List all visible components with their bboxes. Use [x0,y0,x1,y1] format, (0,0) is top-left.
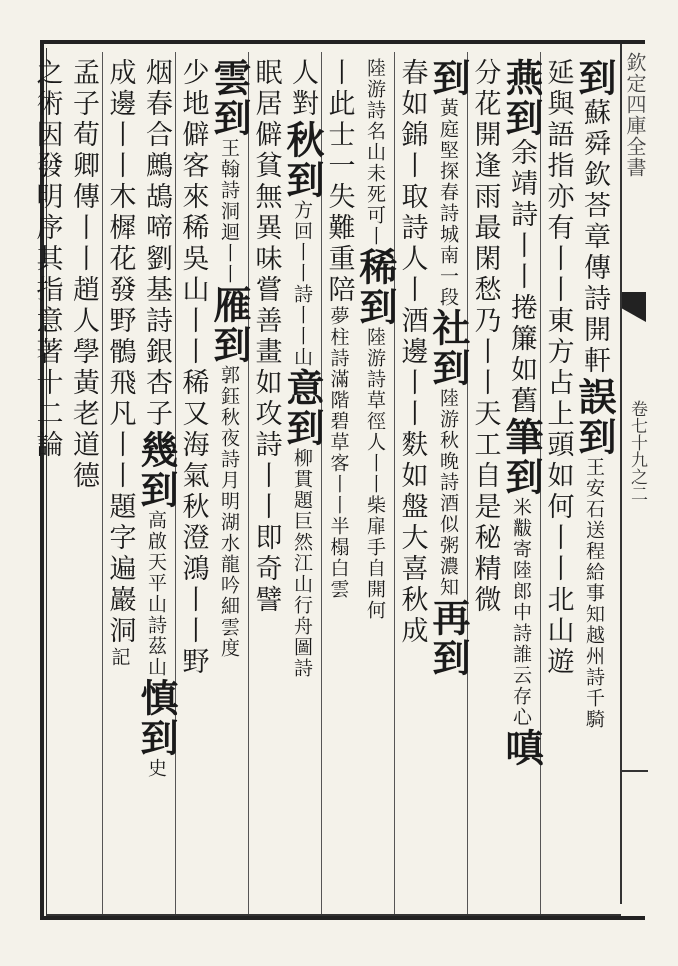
text-column [101,58,138,908]
entry-text: 余靖詩丨丨捲簾如舊 [506,138,537,417]
entry-text: 王安石送程給事知越州詩千騎 [583,457,605,730]
text-column [134,58,179,908]
entry-headword: 到 [426,58,471,98]
entry-text: 乃丨丨天工自是秘精微 [469,306,501,616]
entry-text: 孟子荀卿傳丨丨趙人學黃老道德 [68,58,99,492]
text-column [499,58,544,908]
entry-text: 王翰詩洞迴丨丨 [218,138,240,285]
entry-headword: 慎到 [134,678,179,758]
entry-text: 之術因發明序其指意著十二論 [31,58,63,461]
entry-text: 延與語指亦有丨丨 [542,58,574,306]
margin-book-title: 欽定四庫全書 [623,52,647,178]
entry-text: 北山遊 [542,585,574,678]
text-column [393,58,430,908]
entry-headword: 秋到 [280,120,325,200]
entry-text: 眠 [250,58,282,89]
entry-text: 蘇舜欽荅章傳詩開軒 [579,98,610,377]
text-column [466,58,503,908]
entry-text: 少地僻客來稀 [177,58,209,244]
margin-divider [620,770,648,772]
entry-text: 東方占上頭如何丨丨 [542,306,574,585]
entry-text: 吳山丨丨稀又海氣秋澄鴻丨丨野 [177,244,209,678]
column-rule [248,52,249,914]
entry-text: 善畫如攻詩丨丨即奇譬 [250,306,282,616]
entry-text: 凡丨丨題字遍巖洞 [104,399,136,647]
entry-headword: 嗔 [499,728,544,768]
entry-headword: 意到 [280,368,325,448]
entry-headword: 雲到 [207,58,252,138]
entry-text: 春如錦丨取詩人丨酒邊 [396,58,428,368]
text-column [207,58,252,908]
text-column [247,58,284,908]
entry-headword: 稀到 [353,247,398,327]
entry-text: 烟春合鷓鴣啼劉基詩銀杏子 [141,58,172,430]
entry-text: 史 [145,758,167,779]
entry-text: 丨丨麩如盤大喜秋成 [396,368,428,647]
text-column [65,58,102,908]
text-column [280,58,325,908]
text-column [320,58,357,908]
entry-text: 陸游詩草徑人丨丨柴扉手自開何 [364,327,386,621]
entry-headword: 燕到 [499,58,544,138]
entry-text: 夢柱詩滿階碧草客丨丨半榻白雲 [327,306,350,600]
entry-headword: 再到 [426,598,471,678]
entry-text: 分花開逢雨最閑愁 [469,58,501,306]
entry-headword: 雁到 [207,285,252,365]
margin-volume-label: 卷七十九之二 [627,400,647,502]
entry-text: 人對 [287,58,318,120]
entry-text: 郭鈺秋夜詩月明湖水龍吟細雲度 [218,365,240,659]
text-column [353,58,398,908]
entry-text: 丨此士一失難重陪 [323,58,355,306]
text-column [28,58,65,908]
column-rule [102,52,103,914]
entry-headword: 筆到 [499,417,544,497]
entry-text: 米黻寄陸郎中詩誰云存心 [510,497,532,728]
entry-headword: 誤到 [572,377,617,457]
entry-text: 黃庭堅探春詩城南一段 [437,98,459,308]
column-rule [394,52,395,914]
text-column [426,58,471,908]
entry-text: 陸游詩名山未死可丨 [364,58,386,247]
entry-text: 方回丨丨詩丨丨山 [291,200,313,368]
entry-text: 記 [108,647,131,668]
text-column [572,58,617,908]
entry-text: 陸游秋晚詩酒似粥濃知 [437,388,459,598]
entry-headword: 幾到 [134,430,179,510]
entry-headword: 到 [572,58,617,98]
entry-text: 成邊丨丨木樨花發野鶻飛 [104,58,136,399]
entry-text: 高啟天平山詩茲山 [145,510,167,678]
column-rule [467,52,468,914]
entry-text: 居僻貧無異味嘗 [250,89,282,306]
text-column [539,58,576,908]
text-column [174,58,211,908]
entry-headword: 社到 [426,308,471,388]
entry-text: 柳貫題巨然江山行舟圖詩 [291,448,313,679]
